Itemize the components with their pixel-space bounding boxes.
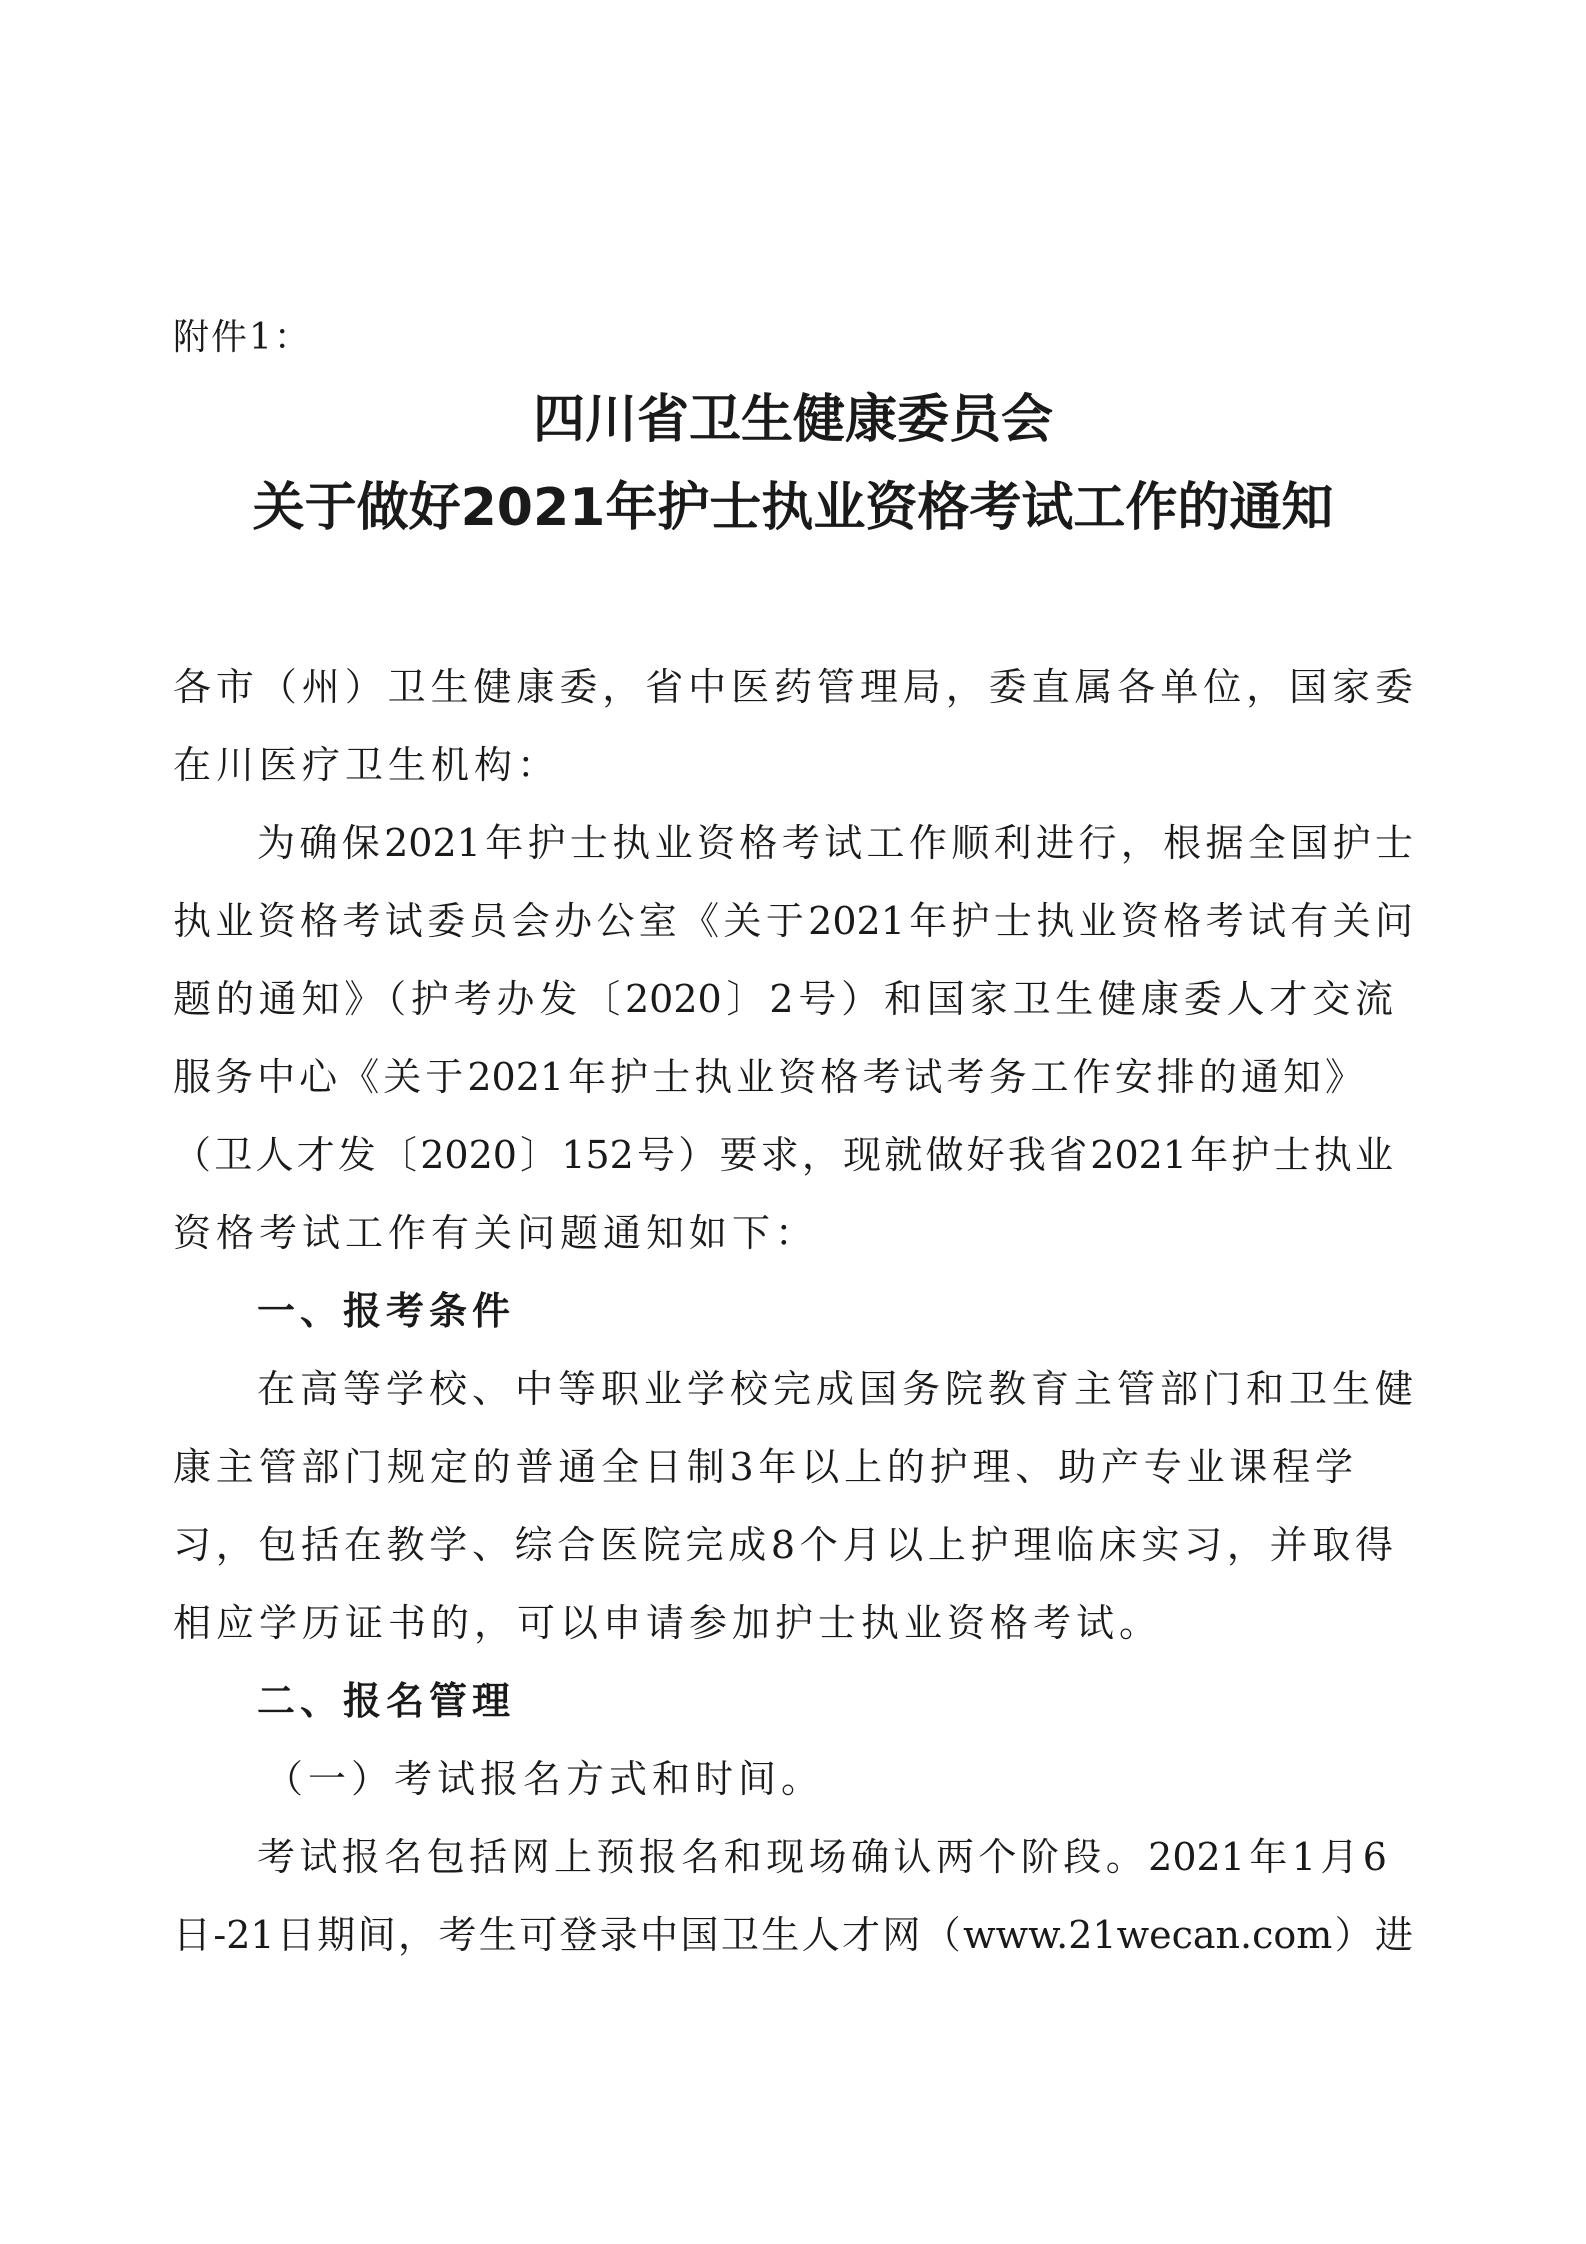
body-line: 资格考试工作有关问题通知如下： — [173, 1211, 819, 1255]
body-line: 日-21日期间，考生可登录中国卫生人才网（www.21wecan.com）进 — [173, 1913, 1413, 1957]
body-line: 服务中心《关于2021年护士执业资格考试考务工作安排的通知》 — [173, 1055, 1363, 1099]
body-line: 考试报名包括网上预报名和现场确认两个阶段。2021年1月6 — [257, 1835, 1387, 1879]
body-line: 为确保2021年护士执业资格考试工作顺利进行，根据全国护士 — [257, 821, 1413, 865]
body-line: 在川医疗卫生机构： — [173, 743, 561, 787]
body-line: 题的通知》（护考办发〔2020〕2号）和国家卫生健康委人才交流 — [173, 977, 1393, 1021]
document-title-line-1: 四川省卫生健康委员会 — [532, 390, 1053, 450]
document-title-line-2: 关于做好2021年护士执业资格考试工作的通知 — [252, 478, 1334, 538]
notice-body — [173, 648, 1413, 1974]
body-line: 习，包括在教学、综合医院完成8个月以上护理临床实习，并取得 — [173, 1523, 1393, 1567]
body-line: 康主管部门规定的普通全日制3年以上的护理、助产专业课程学 — [173, 1445, 1353, 1489]
section-heading-2: 二、报名管理 — [257, 1679, 516, 1723]
attachment-label: 附件1： — [173, 317, 312, 358]
body-line: （卫人才发〔2020〕152号）要求，现就做好我省2021年护士执业 — [173, 1133, 1393, 1177]
body-line: 各市（州）卫生健康委，省中医药管理局，委直属各单位，国家委 — [173, 665, 1413, 709]
section-heading-1: 一、报考条件 — [257, 1289, 516, 1333]
body-line: 执业资格考试委员会办公室《关于2021年护士执业资格考试有关问 — [173, 899, 1413, 943]
body-line: 相应学历证书的，可以申请参加护士执业资格考试。 — [173, 1601, 1163, 1645]
subsection-heading-1: （一）考试报名方式和时间。 — [265, 1757, 825, 1801]
body-line: 在高等学校、中等职业学校完成国务院教育主管部门和卫生健 — [257, 1367, 1413, 1411]
